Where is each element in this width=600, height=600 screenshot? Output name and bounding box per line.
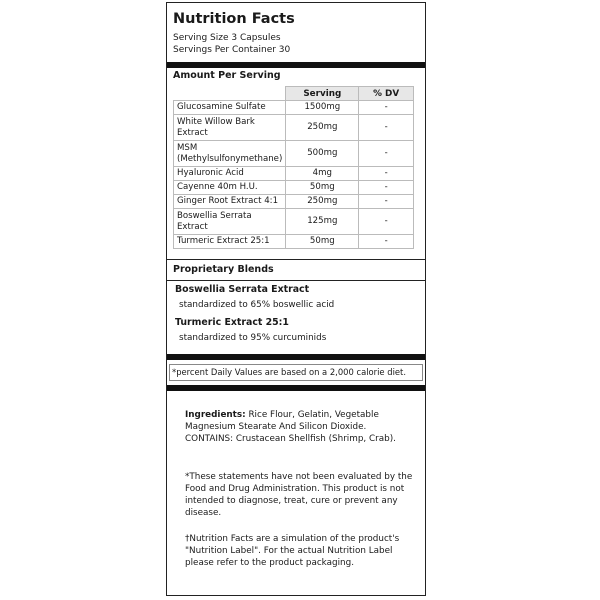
nutrient-amount: 1500mg xyxy=(286,101,359,115)
blend-name: Boswellia Serrata Extract xyxy=(175,284,310,295)
nutrient-dv: - xyxy=(359,209,414,235)
nutrient-name: Cayenne 40m H.U. xyxy=(174,181,286,195)
daily-value-note: *percent Daily Values are based on a 2,000 calorie diet. xyxy=(169,364,423,381)
nutrient-table xyxy=(173,86,414,249)
column-header-serving: Serving xyxy=(286,87,359,101)
nutrient-name: Turmeric Extract 25:1 xyxy=(174,235,286,249)
column-header-dv: % DV xyxy=(359,87,414,101)
ingredients-text: Rice Flour, Gelatin, Vegetable Magnesium Stearate And Silicon Dioxide. xyxy=(185,410,379,432)
label-title: Nutrition Facts xyxy=(173,11,295,27)
table-row xyxy=(174,235,414,249)
fda-disclaimer: *These statements have not been evaluated by the Food and Drug Administration. This product is not intended to diagnose, treat, cure or prevent any disease. xyxy=(185,472,413,518)
divider xyxy=(167,280,425,281)
nutrient-name: MSM (Methylsulfonymethane) xyxy=(174,141,286,167)
contains-text: CONTAINS: Crustacean Shellfish (Shrimp, Crab). xyxy=(185,434,396,444)
nutrient-name: Hyaluronic Acid xyxy=(174,167,286,181)
ingredients-block xyxy=(185,409,413,433)
nutrient-dv: - xyxy=(359,235,414,249)
serving-size: Serving Size 3 Capsules xyxy=(173,33,281,43)
table-row xyxy=(174,101,414,115)
nutrient-amount: 250mg xyxy=(286,195,359,209)
blend-name: Turmeric Extract 25:1 xyxy=(175,317,289,328)
simulation-note: †Nutrition Facts are a simulation of the product's "Nutrition Label". For the actual Nutrition Label please refer to the product packaging. xyxy=(185,534,400,568)
nutrient-amount: 250mg xyxy=(286,115,359,141)
divider xyxy=(167,259,425,260)
ingredients-label: Ingredients: xyxy=(185,410,246,420)
nutrient-dv: - xyxy=(359,167,414,181)
table-row xyxy=(174,209,414,235)
table-row xyxy=(174,141,414,167)
amount-per-serving-heading: Amount Per Serving xyxy=(173,70,281,81)
nutrient-amount: 125mg xyxy=(286,209,359,235)
proprietary-blends-heading: Proprietary Blends xyxy=(173,264,274,275)
nutrient-amount: 4mg xyxy=(286,167,359,181)
table-row xyxy=(174,195,414,209)
table-row xyxy=(174,115,414,141)
nutrient-amount: 500mg xyxy=(286,141,359,167)
blend-description: standardized to 95% curcuminids xyxy=(179,333,327,343)
column-header-name xyxy=(174,87,286,101)
table-row xyxy=(174,167,414,181)
nutrition-label xyxy=(166,2,426,596)
thick-divider xyxy=(167,354,425,360)
nutrient-dv: - xyxy=(359,101,414,115)
nutrient-dv: - xyxy=(359,115,414,141)
nutrient-amount: 50mg xyxy=(286,181,359,195)
nutrient-name: Boswellia Serrata Extract xyxy=(174,209,286,235)
thick-divider xyxy=(167,62,425,68)
nutrient-dv: - xyxy=(359,195,414,209)
servings-per-container: Servings Per Container 30 xyxy=(173,45,291,55)
nutrient-name: Glucosamine Sulfate xyxy=(174,101,286,115)
nutrient-dv: - xyxy=(359,141,414,167)
nutrient-name: White Willow Bark Extract xyxy=(174,115,286,141)
nutrient-amount: 50mg xyxy=(286,235,359,249)
nutrient-name: Ginger Root Extract 4:1 xyxy=(174,195,286,209)
table-row xyxy=(174,181,414,195)
blend-description: standardized to 65% boswellic acid xyxy=(179,300,335,310)
nutrient-dv: - xyxy=(359,181,414,195)
